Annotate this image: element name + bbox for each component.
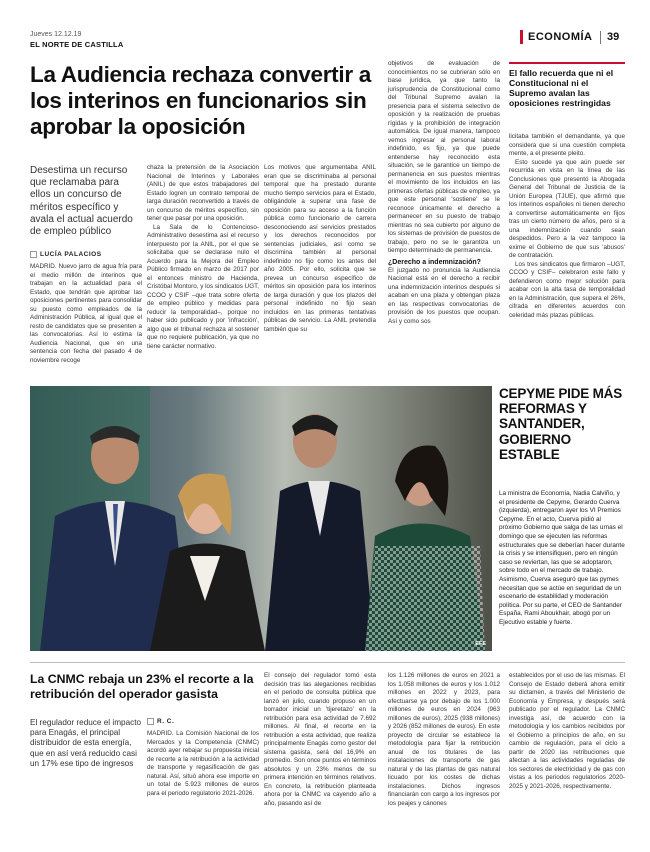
main-col-4-subheading: ¿Derecho a indemnización? bbox=[388, 258, 481, 266]
sidebar-text-1: licitaba también el demandante, ya que considera que si una cuestión completa mente, a el presente pleito. bbox=[509, 133, 625, 157]
main-col-1-text: MADRID. Nuevo jarro de agua fría para el medio millón de interinos que trabajan en la actualidad para el Estado, que tendrán que aprobar las oposiciones pertinentes para consolidar su puesto como empleados de la Administración Pública, al igual que el resto de candidatos que se presenten a las convocatorias. Así lo estima la Audiencia Nacional, que en una sentencia con fecha del pasado 4 de noviembre recoge bbox=[30, 263, 142, 364]
main-col-2-text-b: La Sala de lo Contencioso-Administrativo desestima así el recurso interpuesto por la ANIL, por el que se solicitaba que se declarase nulo el Acuerdo para la Mejora del Empleo Público firmado en marzo de 2017 por el entonces ministro de Hacienda, Cristóbal Montoro, y los sindicatos UGT, CCOO y CSIF –que trata sobre oferta de empleo público y medidas para reducir la temporalidad–, porque no haber sido publicado y por 'infracción', algo que el tribunal rechaza al sostener que no requiere publicación, ya que no tiene carácter normativo. bbox=[147, 223, 259, 350]
sidebar-col bbox=[509, 133, 625, 320]
date-line bbox=[30, 31, 81, 38]
sidebar-rule bbox=[509, 62, 625, 64]
main-col-2-text-a: chaza la pretensión de la Asociación Nacional de Interinos y Laborales (ANIL) de que estos trabajadores del Estado logren un contrato temporal de larga duración reconvertido a través de un concurso de méritos específico, sin tener que pasar por una oposición. bbox=[147, 164, 259, 222]
photo-credit: EFE bbox=[475, 641, 486, 647]
main-col-3 bbox=[264, 164, 376, 334]
photo-scene bbox=[30, 386, 492, 651]
main-subhead: Desestima un recurso que reclamaba para ellos un concurso de méritos específico y avala el actual acuerdo de empleo público bbox=[30, 165, 133, 238]
section-marker bbox=[520, 30, 523, 44]
second-headline: La CNMC rebaja un 23% el recorte a la retribución del operador gasista bbox=[30, 672, 254, 701]
main-headline: La Audiencia rechaza convertir a los interinos en funcionarios sin aprobar la oposición bbox=[30, 62, 371, 139]
second-col-1-text: MADRID. La Comisión Nacional de los Mercados y la Competencia (CNMC) acordó ayer rebajar su propuesta inicial de recorte a la retribución a la actividad de transporte y regasificación de gas natural. Así, situó ahora ese importe en un total de 5.923 millones de euros para el periodo regulatorio 2021-2026. bbox=[147, 730, 259, 797]
main-col-1 bbox=[30, 263, 142, 365]
second-col-3-text: los 1.126 millones de euros en 2021 a los 1.058 millones de euros y los 1.012 millones en 2022 y 2023, para efectuarse ya por debajo de los 1.000 millones de euros en 2024 (963 millones de euros), 2025 (938 millones) y 2026 (852 millones de euros). En este proyecto de circular se establece la metodología para fijar la retribución anual de los titulares de las instalaciones de transporte de gas natural y de las plantas de gas natural licuado por los costes de dichas instalaciones. Dichos ingresos financiarán con cargo a los ingresos por los peajes y cánones bbox=[388, 672, 500, 807]
second-byline bbox=[147, 718, 174, 725]
sidebar-text-2: Esto sucede ya que aún puede ser recurrida en vista en la línea de las Conclusiones que presentó la Abogada General del Tribunal de Justicia de la Unión Europea (TJUE), que afirmó que los interinos españoles ni tienen derecho a convertirse automáticamente en fijos tras un cierto número de años, pero si a una indemnización cuando sean despedidos. Pero a la vez tampoco la exime el Gobierno de que sus 'abusos' de contratación. bbox=[509, 158, 625, 259]
byline-name: LUCÍA PALACIOS bbox=[40, 251, 102, 259]
paper-name: EL NORTE DE CASTILLA bbox=[30, 40, 124, 49]
main-col-4 bbox=[388, 60, 500, 326]
sidebar-text-3: Los tres sindicatos que firmaron –UGT, CCOO y CSIF– celebraron este fallo y defendieron como mejor solución para acabar con la alta tasa de temporalidad en la Administración, que supera el 26%, cifrada en diferentes acuerdos con celeridad más plazas públicas. bbox=[509, 260, 625, 319]
second-byline-name: R. C. bbox=[157, 718, 175, 726]
photo-story-headline: CEPYME PIDE MÁS REFORMAS Y SANTANDER, GOBIERNO ESTABLE bbox=[499, 386, 623, 462]
second-col-4 bbox=[509, 672, 625, 791]
page-number: 39 bbox=[607, 31, 620, 43]
second-subhead: El regulador reduce el impacto para Enagás, el principal distribuidor de esta energía, que en así verá reducido casi un 17% ese tipo de ingresos bbox=[30, 718, 142, 768]
news-photo bbox=[30, 386, 492, 651]
section-divider bbox=[600, 31, 601, 44]
second-col-4-text: establecidos por el uso de las mismas. El Consejo de Estado deberá ahora emitir su dictamen, a través del Ministerio de Economía y Empresa, y después será publicado por el regulador. La CNMC investiga así, de acuerdo con la metodología y los cambios recibidos por el Gobierno a principios de año, en su cambio de regulación, para el ciclo a partir de 2020 las retribuciones que afectan a las actividades reguladas de los sectores de electricidad y de gas con vistas a los periodos regulatorios 2020-2025 y 2021-2026, respectivamente. bbox=[509, 672, 625, 790]
sidebar-headline: El fallo recuerda que ni el Constitucional ni el Supremo avalan las oposiciones restringidas bbox=[509, 68, 614, 108]
section-separator bbox=[30, 662, 625, 663]
second-col-2 bbox=[264, 672, 376, 808]
main-byline bbox=[30, 251, 102, 258]
byline-square-icon bbox=[30, 251, 37, 258]
main-col-4-text-b: El juzgado no pronuncia la Audiencia Nacional está en el derecho a recibir una indemnización interinos después si acaban en una plaza y obtengan plaza en las respectivas convocatorias de provisión de los puestos que ocupan. Así y como sos bbox=[388, 266, 500, 325]
second-col-3 bbox=[388, 672, 500, 808]
photo-story-caption: La ministra de Economía, Nadia Calviño, y el presidente de Cepyme, Gerardo Cuerva (izquierda), entregaron ayer los VI Premios Cepyme. En el acto, Cuerva pidió al próximo Gobierno que salga de las urnas el domingo que se ejecuten las reformas estructurales que se deberían hacer durante la crisis y se intensifiquen, pero en ningún caso se reviertan, las que se adoptaron, sobre todo en el mercado de trabajo. Asimismo, Cuerva aseguró que las pymes necesitan que se actúe en seguridad de un escenario de estabilidad y moderación política. Por su parte, el CEO de Santander España, Rami Aboukhair, abogó por un Ejecutivo estable y fuerte. bbox=[499, 490, 625, 626]
main-col-2 bbox=[147, 164, 259, 351]
section-label: ECONOMÍA bbox=[528, 31, 593, 43]
second-byline-square-icon bbox=[147, 718, 154, 725]
main-col-4-text: objetivos de evaluación de conocimientos no se cubrieran sólo en base jurídica, ya que tanto la jurisprudencia de Constitucional como del Tribunal Supremo avalan la presencia para el sistema selectivo de oposición y la realización de pruebas rígidas y la prohibición de integración automática. De igual manera, tampoco vemos ingresar al personal laboral indefinido, es fijo, ya que puede entenderse hay reconocido esta situación, se le garantice un tiempo de permanencia en sus puestos mientras el movimiento de los incluidos en las primeras ofertas públicas de empleo, ya que este personal 'sostiene' se le reconoce únicamente el derecho a permanecer en su puesto de trabajo mientras no sea cubierto por alguno de los sistemas de provisión de puestos de trabajo, pero no se le garantiza un tiempo determinado de permanencia. bbox=[388, 60, 500, 254]
masthead-date: Jueves 12.12.19 bbox=[30, 31, 82, 38]
second-col-1 bbox=[147, 730, 259, 798]
main-col-3-text: Los motivos que argumentaba ANIL eran que se discriminaba al personal temporal que ha prestado durante mucho tiempo servicios para el Estado, obligándole a superar una fase de oposición para su acceso a la función pública como funcionario de carrera desconociendo así servicios prestados y los derechos reconocidos por sentencias judiciales, así como se discrimina también al personal indefinido no fijo como los antes del año 2005. Por ello, solicita que se prevea un concurso específico de méritos sin oposición para los interinos de larga duración y que los plazos del personal indefinido no fijo sean incluidos en las primeras tentativas públicas de servicio. La ANIL pretendía también que su bbox=[264, 164, 376, 333]
second-col-2-text: El consejo del regulador tomó esta decisión tras las alegaciones recibidas en el periodo de consulta pública que lanzó en julio, cuando propuso en un borrador inicial un 'tijeretazo' en la retribución para esa actividad de 7.692 millones. Al final, el recorte en la retribución a esta actividad, que realiza principalmente Enagás como gestor del sistema gasista, será del 16,9% en promedio. Son once puntos en términos absolutos y un 23% menos de su primera intención en términos relativos. En concreto, la retribución planteada ahora por la CNMC va cayendo año a año, pasando así de bbox=[264, 672, 376, 807]
